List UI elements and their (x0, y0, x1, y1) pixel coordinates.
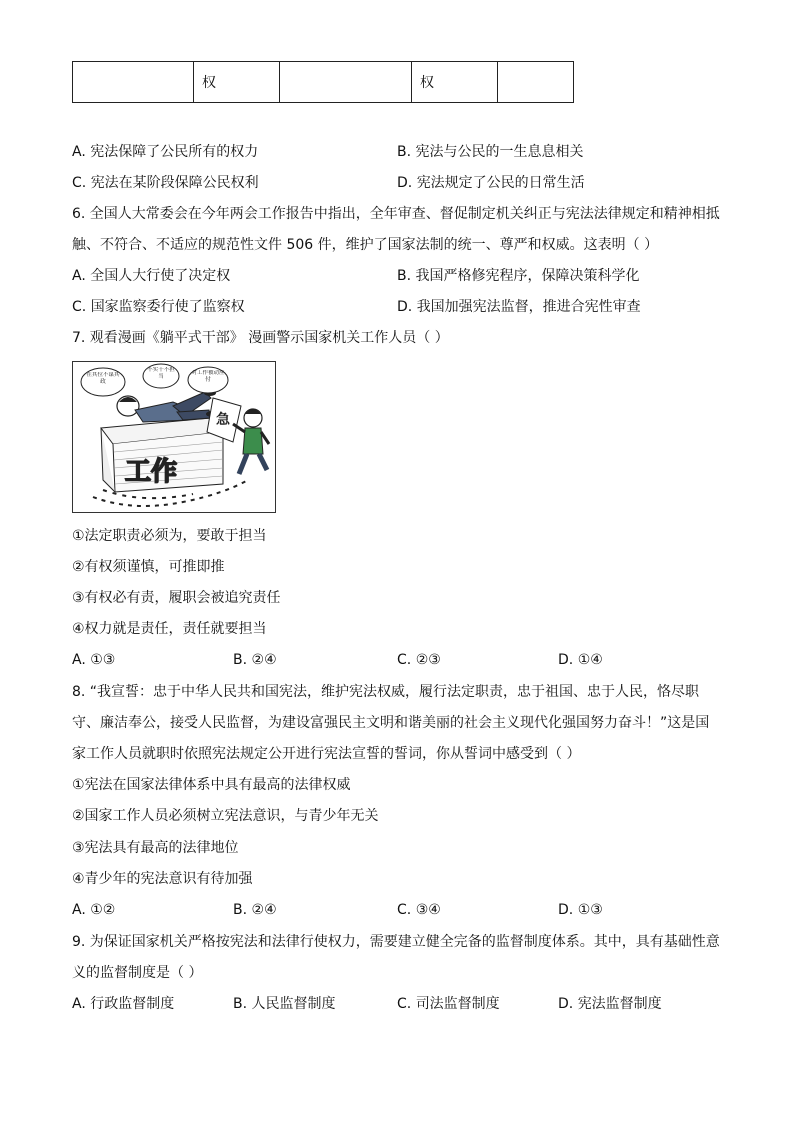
option-letter: C. (72, 175, 87, 191)
option-letter: A. (72, 996, 86, 1012)
q6-stem-line1: 6. 全国人大常委会在今年两会工作报告中指出，全年审查、督促制定机关纠正与宪法法律规定和精神相抵 (72, 206, 720, 222)
q8-stem-line2: 守、廉洁奉公，接受人民监督，为建设富强民主文明和谐美丽的社会主义现代化强国努力奋斗！”这是国 (72, 715, 710, 731)
option-text: ①③ (577, 902, 603, 918)
q6-option-a (72, 266, 230, 286)
q7-statement-1: ①法定职责必须为，要敢于担当 (72, 528, 267, 544)
q8-statement-2: ②国家工作人员必须树立宪法意识，与青少年无关 (72, 808, 379, 824)
q5-option-c (72, 173, 259, 193)
q7-option-a (72, 650, 115, 670)
q5-option-b (397, 142, 584, 162)
option-text: 宪法监督制度 (577, 996, 662, 1012)
q8-statement-4: ④青少年的宪法意识有待加强 (72, 871, 253, 887)
option-text: 我国加强宪法监督，推进合宪性审查 (416, 299, 641, 315)
option-letter: C. (397, 652, 412, 668)
q7-option-c (397, 650, 441, 670)
table-cell: 权 (194, 62, 280, 103)
q9-option-d (558, 994, 662, 1014)
option-letter: C. (397, 902, 412, 918)
q9-option-c (397, 994, 500, 1014)
option-letter: D. (558, 996, 574, 1012)
option-text: ②③ (415, 652, 441, 668)
q8-option-d (558, 900, 603, 920)
q8-option-c (397, 900, 441, 920)
option-text: 行政监督制度 (90, 996, 175, 1012)
q6-stem-line2: 触、不符合、不适应的规范性文件 506 件，维护了国家法制的统一、尊严和权威。这表明（ ） (72, 237, 659, 253)
q9-stem-line2: 义的监督制度是（ ） (72, 965, 203, 981)
option-text: 全国人大行使了决定权 (90, 268, 231, 284)
bubble-text: 对工作被动应付 (191, 370, 225, 383)
option-letter: D. (558, 652, 574, 668)
q6-option-b (397, 266, 640, 286)
option-text: 宪法在某阶段保障公民权利 (90, 175, 259, 191)
option-text: ②④ (251, 902, 277, 918)
option-letter: B. (233, 652, 248, 668)
option-letter: A. (72, 652, 86, 668)
q8-stem-line3: 家工作人员就职时依照宪法规定公开进行宪法宣誓的誓词，你从誓词中感受到（ ） (72, 746, 581, 762)
q8-option-b (233, 900, 277, 920)
option-text: ①③ (90, 652, 116, 668)
option-letter: C. (72, 299, 87, 315)
option-text: 我国严格修宪程序，保障决策科学化 (415, 268, 640, 284)
table-row (73, 62, 574, 103)
option-text: ①④ (577, 652, 603, 668)
option-letter: D. (397, 175, 413, 191)
q7-statement-3: ③有权必有责，履职会被追究责任 (72, 590, 281, 606)
option-text: 宪法规定了公民的日常生活 (416, 175, 585, 191)
q9-stem-line1: 9. 为保证国家机关严格按宪法和法律行使权力，需要建立健全完备的监督制度体系。其中，具有基础性意 (72, 934, 720, 950)
q5-option-d (397, 173, 585, 193)
option-text: 宪法与公民的一生息息相关 (415, 144, 584, 160)
option-text: ③④ (415, 902, 441, 918)
table-cell (73, 62, 194, 103)
q8-statement-3: ③宪法具有最高的法律地位 (72, 840, 239, 856)
option-text: 国家监察委行使了监察权 (90, 299, 245, 315)
q7-stem: 7. 观看漫画《躺平式干部》 漫画警示国家机关工作人员（ ） (72, 330, 449, 346)
option-text: ②④ (251, 652, 277, 668)
option-letter: D. (397, 299, 413, 315)
q6-option-c (72, 297, 245, 317)
q9-option-a (72, 994, 174, 1014)
bubble-text: 不实干不担当 (147, 367, 175, 380)
option-text: 宪法保障了公民所有的权力 (90, 144, 259, 160)
pile-label: 工作 (125, 457, 178, 487)
q9-option-b (233, 994, 336, 1014)
option-letter: B. (233, 902, 248, 918)
q6-option-d (397, 297, 641, 317)
option-letter: A. (72, 144, 86, 160)
q5-option-a (72, 142, 258, 162)
table-cell (498, 62, 574, 103)
option-letter: B. (397, 144, 412, 160)
option-letter: B. (233, 996, 248, 1012)
cartoon-image (72, 361, 276, 513)
option-text: 司法监督制度 (415, 996, 500, 1012)
answer-table (72, 61, 574, 103)
option-letter: C. (397, 996, 412, 1012)
option-letter: A. (72, 268, 86, 284)
q7-option-d (558, 650, 603, 670)
q8-option-a (72, 900, 115, 920)
table-cell (280, 62, 412, 103)
option-text: ①② (90, 902, 116, 918)
option-letter: D. (558, 902, 574, 918)
option-letter: B. (397, 268, 412, 284)
option-letter: A. (72, 902, 86, 918)
note-label: 急 (216, 412, 230, 428)
q7-statement-4: ④权力就是责任，责任就要担当 (72, 621, 267, 637)
q8-statement-1: ①宪法在国家法律体系中具有最高的法律权威 (72, 777, 351, 793)
option-text: 人民监督制度 (251, 996, 336, 1012)
cartoon-drawing (73, 362, 275, 512)
q8-stem-line1: 8. “我宣誓：忠于中华人民共和国宪法，维护宪法权威，履行法定职责，忠于祖国、忠于人民，恪尽职 (72, 684, 700, 700)
q7-option-b (233, 650, 277, 670)
table-cell: 权 (412, 62, 498, 103)
lying-official (117, 390, 218, 422)
bubble-text: 在其位不谋其政 (86, 372, 120, 385)
q7-statement-2: ②有权须谨慎，可推即推 (72, 559, 225, 575)
